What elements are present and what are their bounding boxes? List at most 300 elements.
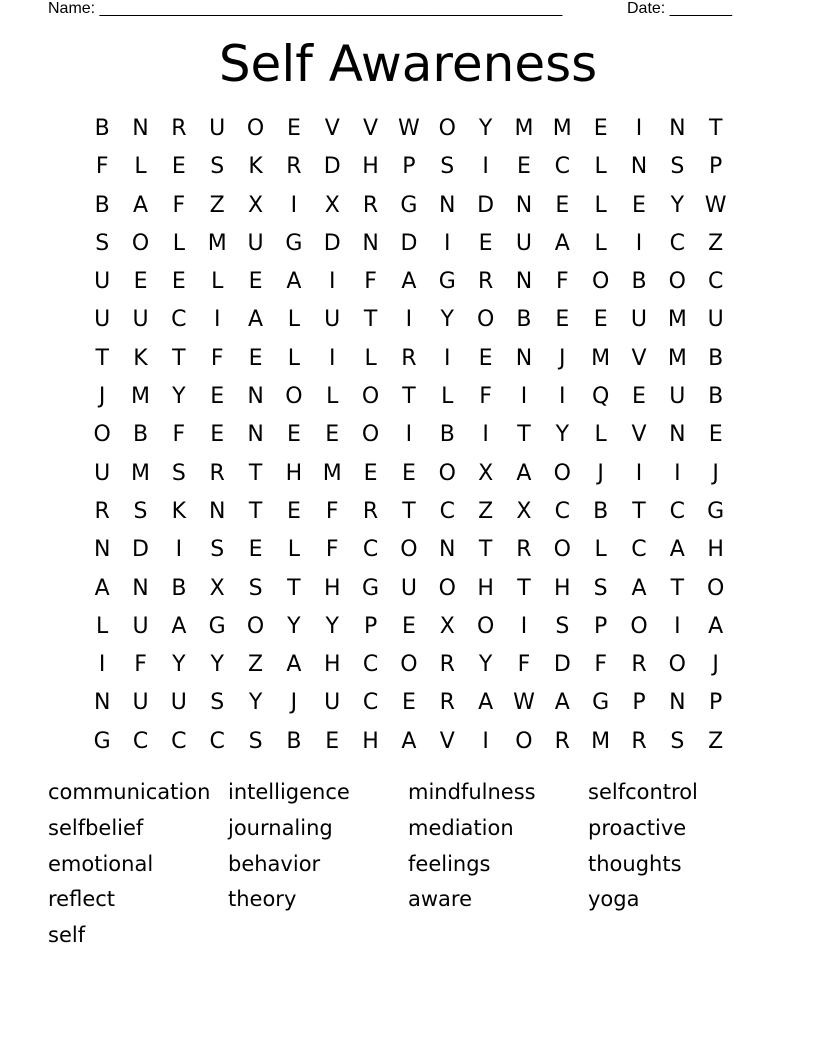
grid-cell[interactable]: B <box>94 116 110 141</box>
grid-cell[interactable]: S <box>210 154 225 180</box>
grid-cell[interactable]: M <box>131 384 150 410</box>
grid-cell[interactable]: F <box>210 345 224 371</box>
grid-cell[interactable]: B <box>516 307 532 333</box>
grid-row <box>83 187 735 225</box>
grid-cell[interactable]: N <box>669 116 686 141</box>
grid-cell[interactable]: U <box>630 307 648 333</box>
grid-cell[interactable]: R <box>554 728 570 754</box>
grid-cell[interactable]: N <box>515 345 533 371</box>
grid-cell[interactable]: L <box>134 154 147 180</box>
grid-cell[interactable]: S <box>210 690 225 716</box>
grid-cell[interactable]: I <box>405 307 413 333</box>
grid-cell[interactable]: A <box>94 575 110 601</box>
grid-cell[interactable]: U <box>707 307 724 333</box>
grid-cell[interactable]: T <box>248 498 263 524</box>
grid-cell[interactable]: M <box>667 345 687 371</box>
grid-cell[interactable]: E <box>401 613 416 639</box>
grid-cell[interactable]: Z <box>478 498 494 524</box>
grid-cell[interactable]: R <box>171 116 187 141</box>
grid-cell[interactable]: K <box>248 154 263 180</box>
grid-cell[interactable]: U <box>324 690 341 716</box>
grid-cell[interactable]: T <box>478 537 493 563</box>
grid-cell[interactable]: C <box>669 498 686 524</box>
grid-cell[interactable]: I <box>290 192 298 218</box>
grid-cell[interactable]: O <box>400 537 418 563</box>
grid-cell[interactable]: D <box>553 652 571 678</box>
grid-cell[interactable]: H <box>707 537 724 563</box>
grid-cell[interactable]: L <box>364 345 377 371</box>
grid-cell[interactable]: N <box>630 154 648 180</box>
grid-cell[interactable]: C <box>631 537 647 563</box>
grid-cell[interactable]: R <box>362 498 379 524</box>
grid-cell[interactable]: T <box>670 575 685 601</box>
grid-cell[interactable]: G <box>285 230 303 256</box>
grid-cell[interactable]: N <box>208 498 226 524</box>
grid-cell[interactable]: L <box>211 269 224 295</box>
grid-cell[interactable]: L <box>594 537 607 563</box>
grid-cell[interactable]: R <box>439 652 455 678</box>
grid-cell[interactable]: N <box>669 422 686 448</box>
grid-cell[interactable]: X <box>324 192 340 218</box>
grid-cell[interactable]: R <box>286 154 302 180</box>
grid-cell[interactable]: S <box>133 498 148 524</box>
date-field-label: Date: _______ <box>627 0 732 17</box>
grid-cell[interactable]: N <box>515 269 533 295</box>
grid-cell[interactable]: A <box>669 537 685 563</box>
grid-cell[interactable]: G <box>208 613 226 639</box>
grid-cell[interactable]: F <box>517 652 531 678</box>
grid-cell[interactable]: P <box>709 154 723 180</box>
grid-cell[interactable]: P <box>594 613 608 639</box>
grid-cell[interactable]: U <box>94 269 111 295</box>
grid-cell[interactable]: T <box>402 498 416 524</box>
grid-cell[interactable]: P <box>632 690 646 716</box>
grid-cell[interactable]: F <box>325 498 339 524</box>
grid-cell[interactable]: A <box>248 307 264 333</box>
grid-cell[interactable]: R <box>477 269 494 295</box>
grid-cell[interactable]: S <box>95 230 110 256</box>
grid-cell[interactable]: O <box>438 575 456 601</box>
word-list-item: theory <box>228 887 297 912</box>
grid-cell[interactable]: E <box>708 422 723 448</box>
grid-cell[interactable]: C <box>132 728 149 754</box>
grid-cell[interactable]: L <box>326 384 339 410</box>
grid-cell[interactable]: N <box>93 537 111 563</box>
grid-cell[interactable]: F <box>594 652 607 678</box>
grid-cell[interactable]: L <box>172 230 185 256</box>
grid-cell[interactable]: O <box>246 116 265 141</box>
grid-cell[interactable]: Z <box>708 230 724 256</box>
grid-cell[interactable]: A <box>631 575 647 601</box>
grid-cell[interactable]: P <box>402 154 416 180</box>
grid-cell[interactable]: O <box>591 269 610 295</box>
grid-cell[interactable]: S <box>593 575 608 601</box>
grid-cell[interactable]: I <box>98 652 106 678</box>
grid-row <box>83 378 735 416</box>
grid-cell[interactable]: O <box>515 728 533 754</box>
grid-cell[interactable]: C <box>362 652 379 678</box>
grid-cell[interactable]: O <box>707 575 725 601</box>
grid-cell[interactable]: U <box>669 384 686 410</box>
grid-cell[interactable]: T <box>248 460 263 486</box>
grid-cell[interactable]: C <box>209 728 225 754</box>
grid-cell[interactable]: I <box>444 230 451 256</box>
grid-cell[interactable]: J <box>559 345 566 371</box>
grid-cell[interactable]: A <box>554 230 570 256</box>
grid-cell[interactable]: I <box>328 345 336 371</box>
grid-cell[interactable]: O <box>476 613 495 639</box>
grid-cell[interactable]: B <box>171 575 187 601</box>
grid-cell[interactable]: S <box>171 460 186 486</box>
grid-cell[interactable]: E <box>478 345 493 371</box>
grid-cell[interactable]: J <box>597 460 604 486</box>
grid-cell[interactable]: H <box>323 652 341 678</box>
grid-cell[interactable]: C <box>669 230 686 256</box>
grid-cell[interactable]: J <box>98 384 106 410</box>
grid-cell[interactable]: V <box>363 116 379 141</box>
grid-cell[interactable]: H <box>323 575 341 601</box>
grid-cell[interactable]: E <box>363 460 378 486</box>
grid-cell[interactable]: E <box>593 116 608 141</box>
grid-cell[interactable]: O <box>553 460 571 486</box>
grid-cell[interactable]: N <box>93 690 111 716</box>
grid-row <box>83 416 735 454</box>
grid-cell[interactable]: M <box>552 116 572 141</box>
grid-cell[interactable]: F <box>172 422 186 448</box>
grid-cell[interactable]: V <box>631 345 647 371</box>
grid-cell[interactable]: E <box>555 192 570 218</box>
grid-cell[interactable]: R <box>631 652 647 678</box>
grid-cell[interactable]: E <box>133 269 148 295</box>
grid-cell[interactable]: E <box>286 498 301 524</box>
grid-cell[interactable]: N <box>515 192 533 218</box>
grid-cell[interactable]: E <box>401 690 416 716</box>
grid-cell[interactable]: U <box>247 230 264 256</box>
grid-cell[interactable]: T <box>402 384 416 410</box>
grid-cell[interactable]: J <box>712 652 719 678</box>
grid-cell[interactable]: Z <box>209 192 225 218</box>
grid-cell[interactable]: I <box>175 537 183 563</box>
grid-cell[interactable]: Y <box>172 652 186 678</box>
grid-row <box>83 646 735 684</box>
grid-cell[interactable]: N <box>132 575 149 601</box>
grid-cell[interactable]: M <box>322 460 342 486</box>
grid-cell[interactable]: I <box>482 422 489 448</box>
grid-cell[interactable]: M <box>591 728 611 754</box>
grid-cell[interactable]: N <box>669 690 686 716</box>
grid-cell[interactable]: N <box>362 230 379 256</box>
grid-cell[interactable]: I <box>405 422 413 448</box>
grid-cell[interactable]: C <box>439 498 455 524</box>
grid-cell[interactable]: E <box>478 230 493 256</box>
grid-cell[interactable]: K <box>171 498 187 524</box>
grid-row <box>83 570 735 608</box>
grid-cell[interactable]: M <box>591 345 611 371</box>
grid-cell[interactable]: P <box>363 613 378 639</box>
grid-cell[interactable]: L <box>594 192 607 218</box>
grid-cell[interactable]: L <box>287 307 301 333</box>
grid-cell[interactable]: B <box>94 192 110 218</box>
grid-cell[interactable]: S <box>670 154 685 180</box>
grid-cell[interactable]: I <box>328 269 336 295</box>
grid-cell[interactable]: C <box>554 154 570 180</box>
grid-cell[interactable]: U <box>94 460 111 486</box>
grid-cell[interactable]: X <box>209 575 225 601</box>
grid-cell[interactable]: B <box>439 422 455 448</box>
grid-cell[interactable]: A <box>478 690 494 716</box>
grid-cell[interactable]: E <box>555 307 570 333</box>
grid-cell[interactable]: Y <box>210 652 224 678</box>
grid-cell[interactable]: E <box>286 422 301 448</box>
grid-cell[interactable]: I <box>674 613 681 639</box>
grid-cell[interactable]: L <box>441 384 454 410</box>
grid-cell[interactable]: Y <box>478 652 493 678</box>
grid-cell[interactable]: P <box>709 690 723 716</box>
grid-cell[interactable]: W <box>513 690 535 716</box>
grid-cell[interactable]: G <box>362 575 380 601</box>
grid-cell[interactable]: E <box>171 154 186 180</box>
grid-cell[interactable]: M <box>207 230 227 256</box>
grid-cell[interactable]: S <box>440 154 455 180</box>
grid-cell[interactable]: X <box>516 498 532 524</box>
grid-cell[interactable]: D <box>323 154 341 180</box>
grid-cell[interactable]: R <box>401 345 417 371</box>
grid-cell[interactable]: U <box>132 613 149 639</box>
grid-cell[interactable]: N <box>439 537 456 563</box>
grid-cell[interactable]: C <box>171 728 187 754</box>
grid-cell[interactable]: V <box>324 116 340 141</box>
grid-cell[interactable]: K <box>133 345 148 371</box>
grid-cell[interactable]: X <box>478 460 494 486</box>
grid-cell[interactable]: G <box>592 690 610 716</box>
grid-cell[interactable]: O <box>553 537 571 563</box>
grid-cell[interactable]: F <box>364 269 377 295</box>
grid-cell[interactable]: N <box>439 192 456 218</box>
grid-cell[interactable]: S <box>555 613 570 639</box>
grid-cell[interactable]: E <box>210 384 225 410</box>
grid-cell[interactable]: I <box>520 384 528 410</box>
grid-cell[interactable]: D <box>323 230 341 256</box>
grid-cell[interactable]: G <box>93 728 111 754</box>
grid-cell[interactable]: H <box>362 154 379 180</box>
grid-cell[interactable]: L <box>594 154 607 180</box>
grid-cell[interactable]: H <box>477 575 494 601</box>
grid-cell[interactable]: R <box>439 690 455 716</box>
grid-cell[interactable]: F <box>325 537 339 563</box>
grid-cell[interactable]: E <box>171 269 186 295</box>
grid-cell[interactable]: R <box>209 460 225 486</box>
grid-cell[interactable]: U <box>170 690 187 716</box>
grid-cell[interactable]: O <box>400 652 418 678</box>
grid-cell[interactable]: W <box>398 116 420 141</box>
grid-cell[interactable]: I <box>520 613 528 639</box>
grid-cell[interactable]: G <box>438 269 456 295</box>
grid-cell[interactable]: X <box>248 192 264 218</box>
grid-cell[interactable]: A <box>286 652 302 678</box>
grid-cell[interactable]: S <box>248 728 263 754</box>
grid-cell[interactable]: L <box>594 230 607 256</box>
grid-cell[interactable]: T <box>517 422 531 448</box>
grid-cell[interactable]: A <box>516 460 532 486</box>
grid-cell[interactable]: L <box>594 422 607 448</box>
grid-cell[interactable]: U <box>515 230 532 256</box>
grid-cell[interactable]: E <box>248 537 263 563</box>
grid-cell[interactable]: T <box>95 345 109 371</box>
grid-cell[interactable]: S <box>670 728 685 754</box>
grid-cell[interactable]: D <box>132 537 149 563</box>
grid-cell[interactable]: H <box>362 728 379 754</box>
grid-cell[interactable]: E <box>210 422 225 448</box>
grid-cell[interactable]: B <box>593 498 609 524</box>
grid-cell[interactable]: E <box>325 728 340 754</box>
grid-cell[interactable]: Y <box>440 307 454 333</box>
grid-cell[interactable]: F <box>172 192 186 218</box>
grid-cell[interactable]: N <box>247 384 264 410</box>
grid-cell[interactable]: O <box>131 230 150 256</box>
grid-cell[interactable]: O <box>476 307 495 333</box>
grid-cell[interactable]: Y <box>670 192 685 218</box>
grid-cell[interactable]: C <box>362 690 379 716</box>
grid-cell[interactable]: E <box>325 422 340 448</box>
grid-cell[interactable]: R <box>362 192 379 218</box>
grid-cell[interactable]: C <box>554 498 570 524</box>
grid-cell[interactable]: Z <box>248 652 264 678</box>
grid-cell[interactable]: O <box>361 422 380 448</box>
grid-cell[interactable]: A <box>132 192 149 218</box>
grid-cell[interactable]: O <box>246 613 265 639</box>
grid-cell[interactable]: I <box>482 728 489 754</box>
grid-cell[interactable]: H <box>554 575 571 601</box>
grid-cell[interactable]: F <box>134 652 147 678</box>
grid-cell[interactable]: U <box>400 575 417 601</box>
grid-cell[interactable]: C <box>171 307 187 333</box>
grid-cell[interactable]: R <box>94 498 110 524</box>
grid-cell[interactable]: B <box>708 345 724 371</box>
grid-cell[interactable]: F <box>555 269 569 295</box>
grid-cell[interactable]: N <box>247 422 264 448</box>
grid-cell[interactable]: M <box>131 460 150 486</box>
grid-cell[interactable]: V <box>631 422 647 448</box>
grid-cell[interactable]: Y <box>555 422 570 448</box>
grid-cell[interactable]: E <box>632 192 646 218</box>
grid-cell[interactable]: B <box>132 422 149 448</box>
grid-cell[interactable]: Y <box>478 116 493 141</box>
grid-cell[interactable]: O <box>438 116 456 141</box>
grid-cell[interactable]: T <box>517 575 531 601</box>
grid-cell[interactable]: E <box>248 345 263 371</box>
grid-cell[interactable]: C <box>362 537 379 563</box>
grid-cell[interactable]: I <box>444 345 451 371</box>
word-list-item: intelligence <box>228 780 350 804</box>
grid-cell[interactable]: A <box>171 613 187 639</box>
grid-cell[interactable]: E <box>632 384 646 410</box>
grid-cell[interactable]: R <box>631 728 647 754</box>
grid-cell[interactable]: C <box>707 269 724 295</box>
grid-cell[interactable]: H <box>285 460 303 486</box>
grid-cell[interactable]: A <box>401 728 417 754</box>
grid-cell[interactable]: D <box>477 192 495 218</box>
grid-cell[interactable]: T <box>708 116 723 141</box>
grid-cell[interactable]: A <box>708 613 724 639</box>
grid-cell[interactable]: O <box>630 613 648 639</box>
grid-cell[interactable]: I <box>559 384 566 410</box>
grid-cell[interactable]: E <box>286 116 301 141</box>
grid-row <box>83 340 735 378</box>
grid-cell[interactable]: I <box>482 154 489 180</box>
grid-cell[interactable]: T <box>632 498 646 524</box>
grid-cell[interactable]: J <box>290 690 298 716</box>
grid-cell[interactable]: L <box>287 537 301 563</box>
grid-cell[interactable]: T <box>363 307 378 333</box>
grid-cell[interactable]: U <box>132 307 149 333</box>
grid-cell[interactable]: O <box>668 269 686 295</box>
grid-cell[interactable]: Y <box>287 613 301 639</box>
grid-cell[interactable]: M <box>514 116 534 141</box>
grid-cell[interactable]: Y <box>325 613 339 639</box>
grid-cell[interactable]: A <box>401 269 417 295</box>
grid-cell[interactable]: V <box>439 728 455 754</box>
grid-cell[interactable]: W <box>704 192 727 218</box>
grid-cell[interactable]: D <box>400 230 418 256</box>
grid-cell[interactable]: F <box>95 154 109 180</box>
grid-cell[interactable]: U <box>209 116 226 141</box>
grid-cell[interactable]: M <box>667 307 687 333</box>
grid-cell[interactable]: I <box>635 460 643 486</box>
grid-cell[interactable]: O <box>361 384 380 410</box>
grid-cell[interactable]: A <box>554 690 570 716</box>
grid-cell[interactable]: B <box>708 384 724 410</box>
grid-cell[interactable]: E <box>593 307 608 333</box>
grid-cell[interactable]: N <box>132 116 149 141</box>
grid-cell[interactable]: S <box>248 575 263 601</box>
grid-cell[interactable]: F <box>479 384 492 410</box>
word-list-item: yoga <box>588 887 640 912</box>
grid-cell[interactable]: J <box>712 460 719 486</box>
grid-cell[interactable]: I <box>635 116 643 141</box>
grid-cell[interactable]: A <box>286 269 302 295</box>
grid-cell[interactable]: T <box>172 345 186 371</box>
grid-cell[interactable]: U <box>132 690 149 716</box>
word-list-item: mindfulness <box>408 780 536 804</box>
grid-cell[interactable]: G <box>707 498 725 524</box>
grid-cell[interactable]: L <box>287 345 301 371</box>
grid-cell[interactable]: I <box>213 307 221 333</box>
grid-cell[interactable]: T <box>287 575 301 601</box>
grid-cell[interactable]: E <box>401 460 416 486</box>
grid-cell[interactable]: O <box>285 384 303 410</box>
grid-cell[interactable]: Y <box>172 384 186 410</box>
grid-cell[interactable]: I <box>635 230 643 256</box>
grid-cell[interactable]: O <box>93 422 111 448</box>
grid-cell[interactable]: Z <box>708 728 724 754</box>
grid-cell[interactable]: L <box>96 613 109 639</box>
grid-cell[interactable]: O <box>668 652 686 678</box>
grid-cell[interactable]: B <box>286 728 302 754</box>
grid-cell[interactable]: Q <box>591 384 610 410</box>
grid-cell[interactable]: O <box>438 460 456 486</box>
grid-cell[interactable]: U <box>94 307 111 333</box>
grid-cell[interactable]: I <box>674 460 681 486</box>
grid-cell[interactable]: G <box>400 192 418 218</box>
grid-cell[interactable]: Y <box>248 690 263 716</box>
grid-cell[interactable]: B <box>631 269 647 295</box>
grid-cell[interactable]: X <box>439 613 455 639</box>
grid-cell[interactable]: S <box>210 537 225 563</box>
grid-cell[interactable]: E <box>517 154 531 180</box>
grid-cell[interactable]: E <box>248 269 263 295</box>
grid-cell[interactable]: R <box>516 537 532 563</box>
grid-cell[interactable]: U <box>324 307 341 333</box>
